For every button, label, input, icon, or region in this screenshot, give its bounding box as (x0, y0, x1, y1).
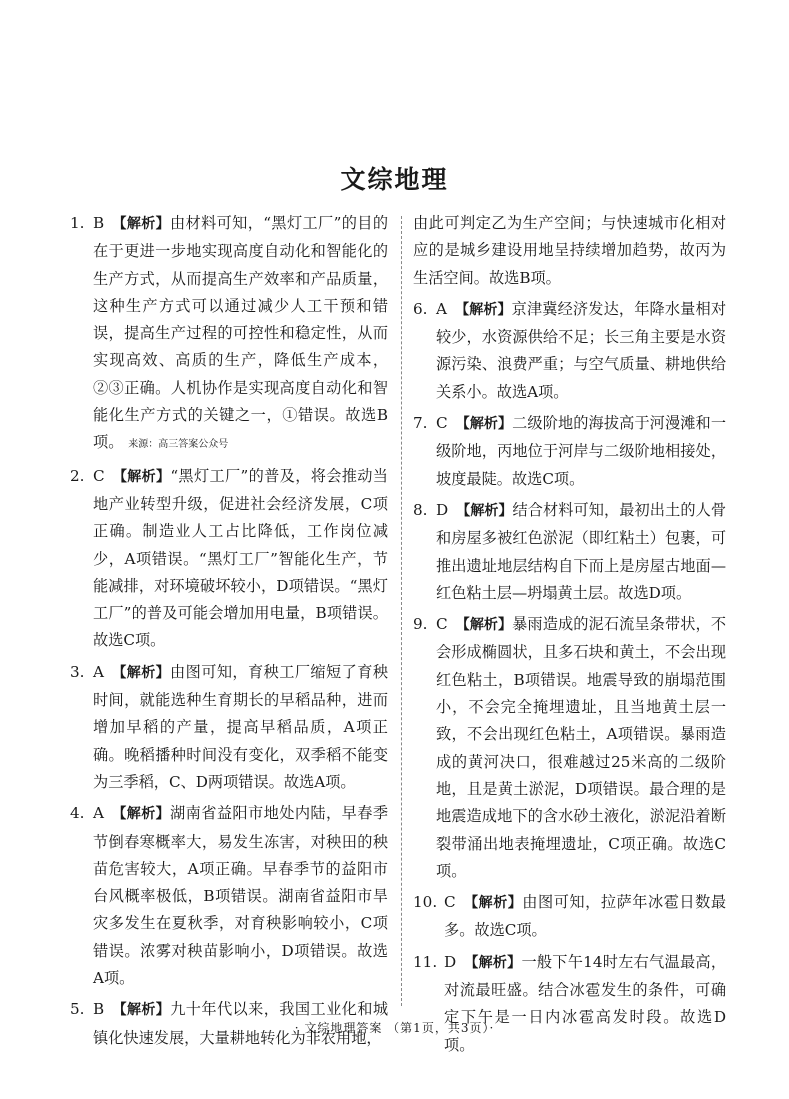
analysis-tag: 【解析】 (464, 954, 522, 971)
question-number: 3. (70, 662, 85, 681)
answer-letter: A (93, 662, 104, 681)
question-number: 2. (70, 466, 85, 485)
explanation-text: 由材料可知，“黑灯工厂”的目的在于更进一步地实现高度自动化和智能化的生产方式，从而提高生产效率和产品质量，这种生产方式可以通过减少人工干预和错误，提高生产过程的可控性和稳定性，从而实现高效、高质的生产，降低生产成本，②③正确。人机协作是实现高度自动化和智能化生产方式的关键之一，①错误。故选B项。 (93, 214, 389, 452)
column-divider (401, 216, 402, 1006)
explanation-text: 暴雨造成的泥石流呈条带状，不会形成椭圆状，且多石块和黄土，不会出现红色粘土，B项错误。地震导致的崩塌范围小，不会完全掩埋遗址，且当地黄土层一致，不会出现红色粘土，A项错误。暴雨造成的黄河决口，很难越过25米高的二级阶地，且是黄土淤泥，D项错误。最合理的是地震造成地下的含水砂土液化，淤泥沿着断裂带涌出地表掩埋遗址，C项正确。故选C项。 (436, 615, 727, 880)
question-number: 10. (413, 893, 438, 912)
page-title: 文综地理 (340, 165, 449, 194)
question-number: 1. (70, 214, 85, 232)
question-number: 11. (413, 952, 438, 971)
answer-letter: B (93, 214, 105, 232)
analysis-tag: 【解析】 (111, 664, 171, 681)
explanation-text: 湖南省益阳市地处内陆，早春季节倒春寒概率大，易发生冻害，对秧田的秧苗危害较大，A项正确。早春季节的益阳市台风概率极低，B项错误。湖南省益阳市旱灾多发生在夏秋季，对育秧影响较小，C项错误。浓雾对秧苗影响小，D项错误。故选A项。 (93, 804, 389, 988)
analysis-tag: 【解析】 (454, 301, 512, 318)
question-number: 9. (413, 615, 428, 634)
question-11 (413, 949, 726, 1059)
explanation-text: “黑灯工厂”的普及，将会推动当地产业转型升级，促进社会经济发展，C项正确。制造业人工占比降低，工作岗位减少，A项错误。“黑灯工厂”智能化生产，节能减排，对环境破坏较小，D项错误。“黑灯工厂”的普及可能会增加用电量，B项错误。故选C项。 (93, 466, 388, 650)
question-number: 5. (70, 1000, 85, 1019)
right-column (413, 210, 726, 1063)
answer-letter: B (93, 1000, 105, 1019)
question-number: 8. (413, 500, 428, 519)
question-8 (413, 497, 726, 607)
answer-letter: D (436, 500, 449, 519)
answer-letter: D (444, 952, 457, 971)
question-3 (70, 659, 388, 796)
question-5-continued (413, 210, 726, 292)
page-footer: · 文综地理答案 （第1页，共3页）· (294, 1021, 495, 1035)
question-number: 4. (70, 804, 85, 823)
explanation-text: 京津冀经济发达，年降水量相对较少，水资源供给不足；长三角主要是水资源污染、浪费严重；与空气质量、耕地供给关系小。故选A项。 (436, 299, 727, 401)
analysis-tag: 【解析】 (112, 468, 171, 485)
source-note: 来源：高三答案公众号 (128, 439, 229, 451)
explanation-text: 由图可知，拉萨年冰雹日数最多。故选C项。 (444, 893, 727, 940)
question-number: 6. (413, 299, 428, 318)
question-9 (413, 611, 726, 885)
question-7 (413, 410, 726, 493)
answer-letter: A (93, 804, 104, 823)
left-column (70, 210, 388, 1056)
question-10 (413, 889, 726, 945)
answer-letter: C (436, 414, 448, 433)
question-2 (70, 463, 388, 655)
question-number: 7. (413, 414, 428, 433)
answer-letter: A (436, 299, 447, 318)
analysis-tag: 【解析】 (112, 1002, 171, 1019)
question-4 (70, 800, 388, 992)
answer-letter: C (436, 615, 448, 634)
explanation-text: 二级阶地的海拔高于河漫滩和一级阶地，丙地位于河岸与二级阶地相接处，坡度最陡。故选C项。 (436, 414, 727, 488)
answer-letter: C (93, 466, 105, 485)
answer-letter: C (444, 893, 456, 912)
analysis-tag: 【解析】 (455, 416, 513, 433)
analysis-tag: 【解析】 (111, 806, 171, 823)
analysis-tag: 【解析】 (456, 502, 513, 519)
question-1 (70, 210, 388, 459)
analysis-tag: 【解析】 (112, 216, 170, 232)
explanation-text: 由图可知，育秧工厂缩短了育秧时间，就能选种生育期长的早稻品种，进而增加早稻的产量，提高早稻品质，A项正确。晚稻播种时间没有变化，双季稻不能变为三季稻，C、D两项错误。故选A项。 (93, 662, 389, 791)
explanation-text: 九十年代以来，我国工业化和城镇化快速发展，大量耕地转化为非农用地， (93, 1000, 389, 1047)
question-6 (413, 296, 726, 406)
explanation-text: 一般下午14时左右气温最高，对流最旺盛。结合冰雹发生的条件，可确定下午是一日内冰雹高发时段。故选D项。 (444, 952, 727, 1054)
explanation-text: 结合材料可知，最初出土的人骨和房屋多被红色淤泥（即红粘土）包裹，可推出遗址地层结构自下而上是房屋古地面—红色粘土层—坍塌黄土层。故选D项。 (436, 500, 727, 602)
explanation-text: 由此可判定乙为生产空间；与快速城市化相对应的是城乡建设用地呈持续增加趋势，故丙为生活空间。故选B项。 (413, 214, 726, 287)
analysis-tag: 【解析】 (455, 617, 513, 634)
analysis-tag: 【解析】 (463, 895, 523, 912)
